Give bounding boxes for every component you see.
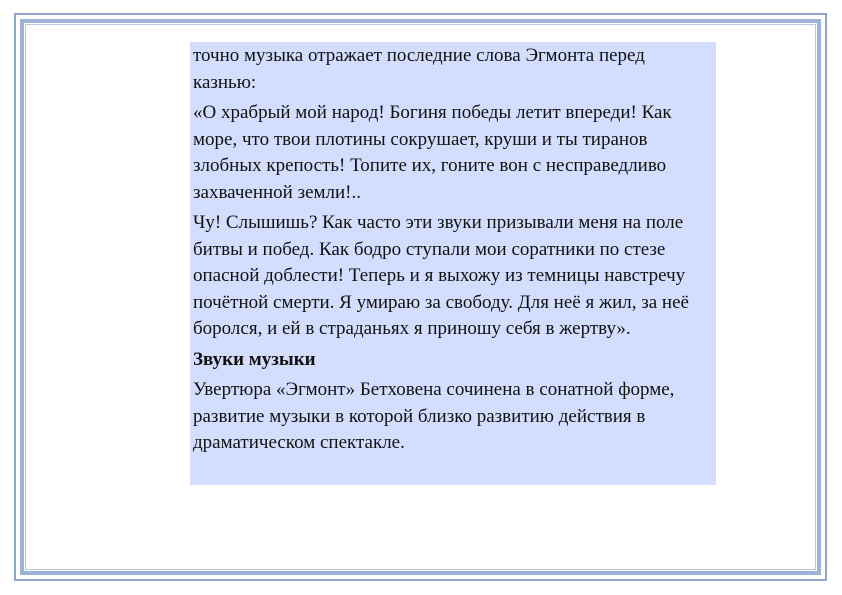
paragraph-quote-part2: Чу! Слышишь? Как часто эти звуки призывали меня на поле битвы и побед. Как бодро ступали мои соратники по стезе опасной доблести! Теперь и я выхожу из темницы навстречу почётной смерти. Я умираю за свободу. Для неё я жил, за неё боролся, и ей в страданьях я приношу себя в жертву». (193, 212, 689, 339)
section-heading: Звуки музыки (193, 348, 316, 370)
text-block (190, 42, 716, 485)
paragraph-overture: Увертюра «Эгмонт» Бетховена сочинена в сонатной форме, развитие музыки в которой близко развитию действия в драматическом спектакле. (193, 379, 675, 453)
paragraph-quote-part1: «О храбрый мой народ! Богиня победы летит впереди! Как море, что твои плотины сокрушает, круши и ты тиранов злобных крепость! Топите их, гоните вон с несправедливо захваченной земли!.. (193, 102, 672, 203)
paragraph-intro: точно музыка отражает последние слова Эгмонта перед казнью: (193, 45, 645, 93)
